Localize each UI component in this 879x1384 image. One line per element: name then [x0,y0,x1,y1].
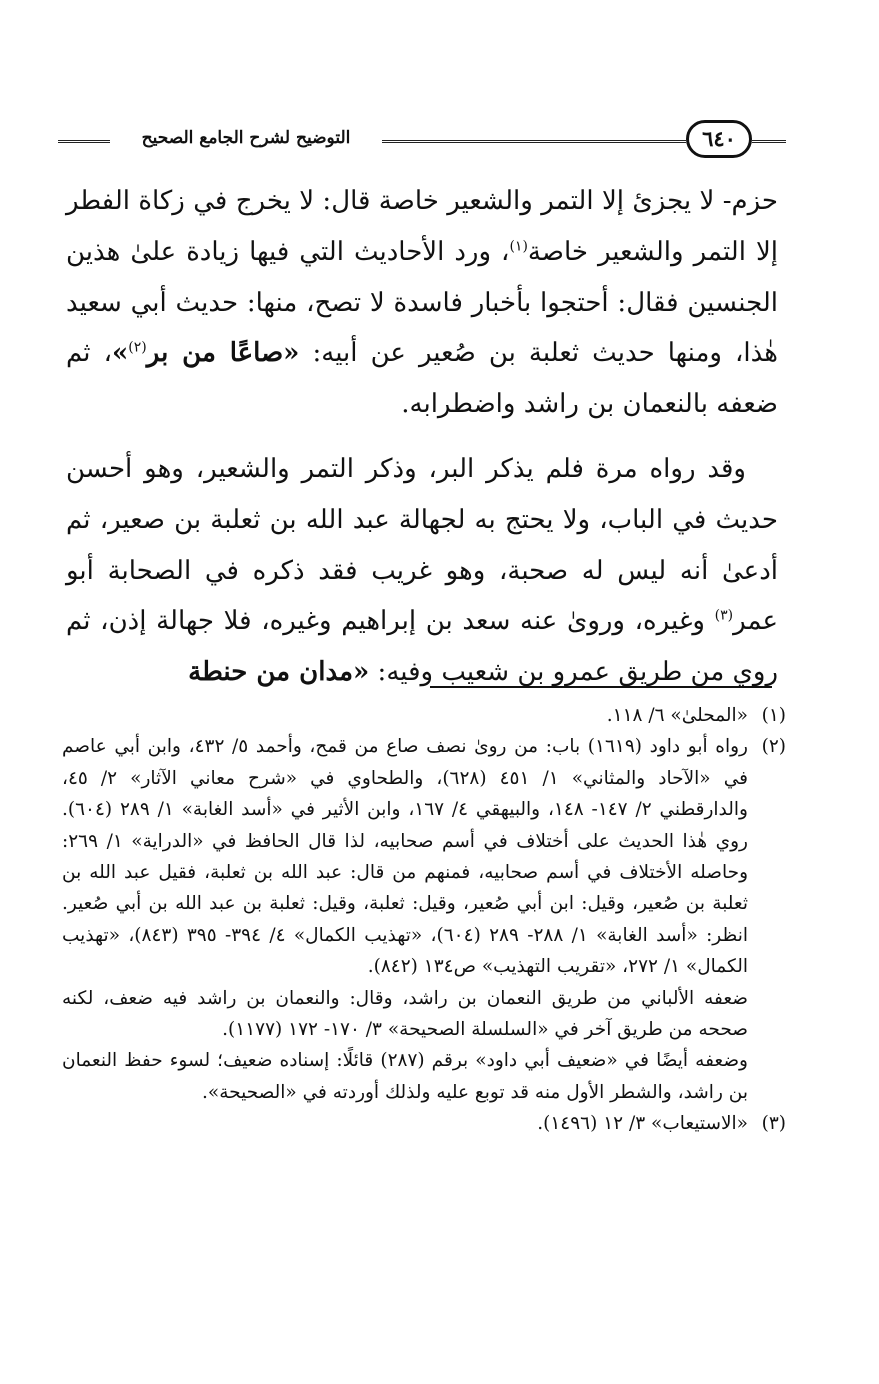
footnote-text: «المحلىٰ» ٦/ ١١٨. [606,705,748,726]
quoted-hadith: «مدان من حنطة [188,657,370,688]
quote-close: » [112,338,129,369]
footnote-text: رواه أبو داود (١٦١٩) باب: من روىٰ نصف صاع من قمح، وأحمد ٥/ ٤٣٢، وابن أبي عاصم في «الآحاد والمثاني» ١/ ٤٥١ (٦٢٨)، والطحاوي في «شرح معاني الآثار» ٢/ ٤٥، والدارقطني ٢/ ١٤٧- ١٤٨، والبيهقي ٤/ ١٦٧، وابن الأثير في «أسد الغابة» ١/ ٢٨٩ (٦٠٤). روي هٰذا الحديث على أختلاف في أسم صحابيه، لذا قال الحافظ في «الدراية» ١/ ٢٦٩: وحاصله الأختلاف في أسم صحابيه، فمنهم من قال: عبد الله بن ثعلبة، فقيل عبد الله بن ثعلبة بن صُعير، وقيل: ابن أبي صُعير، وقيل: ثعلبة، وقيل: ثعلبة بن عبد الله بن أبي صُعير. انظر: «أسد الغابة» ١/ ٢٨٨- ٢٨٩ (٦٠٤)، «تهذيب الكمال» ٤/ ٣٩٤- ٣٩٥ (٨٤٣)، «تهذيب الكمال» ١/ ٢٧٢، «تقريب التهذيب» ص١٣٤ (٨٤٢). [62,736,748,978]
paragraph-1 [66,176,778,430]
footnote-number: (٣) [761,1113,786,1135]
footnote-text: وضعفه أيضًا في «ضعيف أبي داود» برقم (٢٨٧) قائلًا: إسناده ضعيف؛ لسوء حفظ النعمان بن راشد، والشطر الأول منه قد توبع عليه ولذلك أوردته في «الصحيحة». [62,1050,748,1103]
footnote-number: (٢) [761,736,786,758]
footnote-ref-3: (٣) [714,607,734,624]
header-rule-middle [382,140,686,143]
footnote-2 [62,731,786,1108]
footnotes [62,700,786,1140]
text-run: وغيره، ورویٰ عنه سعد بن إبراهيم وغيره، فلا جهالة إذن، ثم روي من طريق عمرو بن شعيب وفيه: [66,606,778,688]
footnote-1 [62,700,786,731]
footnote-separator [430,686,772,688]
header-rule-left [58,140,110,143]
text-run: ، ثم ضعفه بالنعمان بن راشد واضطرابه. [66,338,778,420]
footnote-number: (١) [761,705,786,726]
footnote-ref-2: (٢) [128,339,147,356]
footnote-text: «الاستيعاب» ٣/ ١٢ (١٤٩٦). [537,1113,748,1135]
footnote-body [62,1108,748,1139]
quoted-hadith: «صاعًا من بر [146,338,300,369]
main-text [66,176,778,698]
footnote-ref-1: (١) [509,238,528,255]
footnote-body [62,700,748,731]
text-run: حزم- لا يجزئ إلا التمر والشعير خاصة قال: لا يخرج في زكاة الفطر إلا التمر والشعير خاصة [66,186,778,267]
page-number: ٦٤٠ [686,120,752,158]
paragraph-2 [66,444,778,698]
running-header [58,118,786,166]
footnote-body [62,731,748,1108]
text-run: ، ورد الأحاديث التي فيها زيادة علىٰ هذين الجنسين فقال: أحتجوا بأخبار فاسدة لا تصح، منها: حديث أبي سعيد هٰذا، ومنها حديث ثعلبة بن صُعير عن أبيه: [66,236,779,369]
footnote-3 [62,1108,786,1139]
header-rule-right [752,140,786,143]
footnote-text: ضعفه الألباني من طريق النعمان بن راشد، وقال: والنعمان بن راشد فيه ضعف، لكنه صححه من طريق آخر في «السلسلة الصحيحة» ٣/ ١٧٠- ١٧٢ (١١٧٧). [62,987,748,1041]
book-title: التوضيح لشرح الجامع الصحيح [141,128,351,148]
text-run: وقد رواه مرة فلم يذكر البر، وذكر التمر والشعير، وهو أحسن حديث في الباب، ولا يحتج به لجهالة عبد الله بن ثعلبة بن صعير، ثم أدعىٰ أنه ليس له صحبة، وهو غريب فقد ذكره في الصحابة أبو عمر [66,453,778,637]
